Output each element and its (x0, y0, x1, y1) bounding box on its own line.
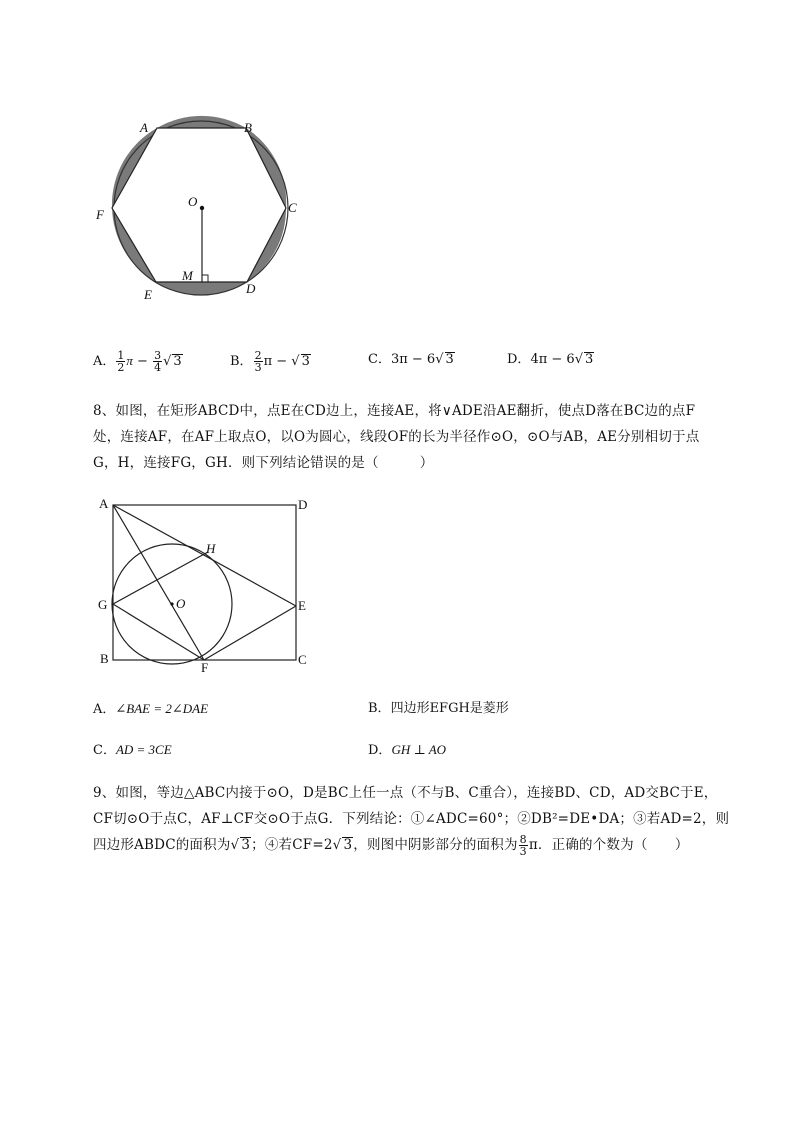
q7-option-d[interactable]: D．4π − 6√ 3 (507, 352, 594, 367)
label-B: B (100, 651, 109, 666)
segment-ae (113, 505, 296, 606)
q7-option-b[interactable]: B． $\frac{2}{3}$ π − √ 3 (230, 349, 310, 374)
label-D: D (298, 497, 308, 512)
rectangle-fold-figure (90, 490, 320, 680)
label-B: B (244, 120, 252, 135)
label-C: C (298, 652, 307, 667)
label-M: M (182, 268, 193, 283)
q8-line-3: G，H，连接FG，GH．则下列结论错误的是（ ） (93, 455, 434, 471)
segment-af (113, 505, 204, 660)
q9-line-3: 四边形ABDC的面积为√ 3；④若CF=2√ 3，则图中阴影部分的面积为 $\frac{8}{3}$ π．正确的个数为（ ） (93, 833, 689, 858)
center-point (200, 206, 204, 210)
label-A: A (99, 496, 109, 511)
q9-line-1: 9、如图，等边△ABC内接于⊙O，D是BC上任一点（不与B、C重合），连接BD、CD，AD交BC于E， (93, 785, 718, 801)
q8-line-2: 处，连接AF，在AF上取点O，以O为圆心，线段OF的长为半径作⊙O，⊙O与AB，AE分别相切于点 (93, 429, 700, 445)
segment-gf (113, 604, 204, 660)
label-D: D (246, 281, 256, 296)
label-E: E (144, 287, 152, 302)
q7-option-c[interactable]: C．3π − 6√ 3 (368, 352, 454, 367)
segment-ge (113, 604, 296, 606)
label-G: G (98, 597, 108, 612)
segment-gh (113, 552, 208, 604)
label-O: O (188, 194, 198, 209)
hexagon-circle-figure (90, 110, 310, 310)
label-H: H (206, 541, 216, 556)
label-C: C (288, 200, 297, 215)
q8-option-b[interactable]: B．四边形EFGH是菱形 (368, 701, 509, 716)
label-A: A (140, 120, 148, 135)
q8-option-a[interactable]: A．∠BAE = 2∠DAE (93, 701, 209, 717)
label-O: O (176, 596, 186, 611)
q9-text (93, 780, 743, 858)
q8-line-1: 8、如图，在矩形ABCD中，点E在CD边上，连接AE，将∨ADE沿AE翻折，使点D落在BC边的点F (93, 403, 696, 419)
segment-fe (204, 606, 296, 660)
label-F: F (96, 207, 104, 222)
q8-option-d[interactable]: D．GH ⊥ AO (368, 742, 447, 758)
rectangle-abcd (113, 505, 296, 660)
q9-line-2: CF切⊙O于点C，AF⊥CF交⊙O于点G．下列结论：①∠ADC=60°；②DB²=DE•DA；③若AD=2，则 (93, 811, 730, 827)
q8-text (93, 398, 743, 476)
q7-option-a[interactable]: A． $\frac{1}{2}$ π − $\frac{3}{4}$ √ 3 (93, 349, 182, 374)
point-o (170, 602, 173, 605)
q8-option-c[interactable]: C．AD = 3CE (93, 742, 172, 758)
label-E: E (298, 598, 306, 613)
label-F: F (201, 660, 209, 675)
